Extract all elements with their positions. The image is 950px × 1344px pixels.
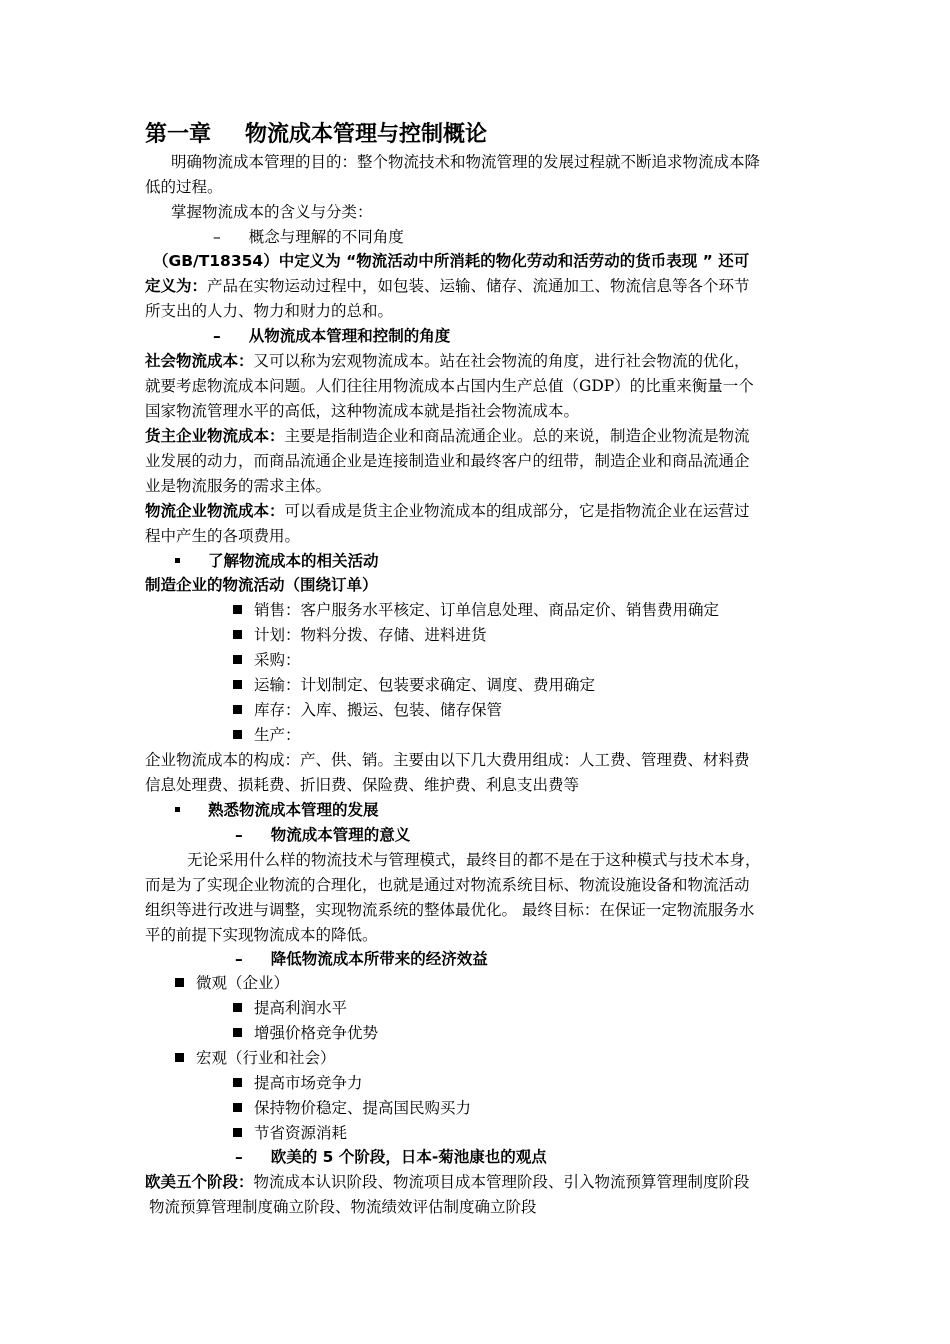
chapter-title (145, 120, 487, 150)
paragraph-line: 就要考虑物流成本问题。人们往往用物流成本占国内生产总值（GDP）的比重来衡量一个 (145, 377, 754, 395)
square-bullet-icon (233, 1128, 242, 1137)
list-item: 采购： (233, 650, 301, 670)
chapter-number: 第一章 (145, 122, 212, 147)
paragraph-line: 信息处理费、损耗费、折旧费、保险费、维护费、利息支出费等 (145, 776, 580, 794)
square-bullet-icon (233, 605, 242, 614)
list-item: 计划：物料分拨、存储、进料进货 (233, 625, 487, 645)
paragraph-line: 物流企业物流成本：可以看成是货主企业物流成本的组成部分，它是指物流企业在运营过 (145, 502, 750, 520)
chapter-name: 物流成本管理与控制概论 (245, 122, 488, 147)
paragraph-line: 平的前提下实现物流成本的降低。 (145, 926, 378, 944)
square-bullet-icon (233, 1103, 242, 1112)
paragraph-line: 业发展的动力，而商品流通企业是连接制造业和最终客户的纽带，制造企业和商品流通企 (145, 452, 750, 470)
section-heading: 了解物流成本的相关活动 (175, 551, 379, 571)
square-bullet-icon (233, 655, 242, 664)
square-bullet-icon (233, 1028, 242, 1037)
list-item: 运输：计划制定、包装要求确定、调度、费用确定 (233, 675, 595, 695)
subheading: – 物流成本管理的意义 (235, 826, 411, 844)
paragraph-line: 而是为了实现企业物流的合理化，也就是通过对物流系统目标、物流设施设备和物流活动 (145, 876, 750, 894)
subheading: – 欧美的 5 个阶段，日本-菊池康也的观点 (235, 1148, 547, 1166)
subheading: 制造企业的物流活动（围绕订单） (145, 576, 378, 594)
paragraph-line: 定义为：产品在实物运动过程中，如包装、运输、储存、流通加工、物流信息等各个环节 (145, 277, 750, 295)
section-heading: 熟悉物流成本管理的发展 (175, 800, 379, 820)
paragraph-line: 明确物流成本管理的目的：整个物流技术和物流管理的发展过程就不断追求物流成本降 (171, 153, 761, 171)
definition-line: （GB/T18354）中定义为 “物流活动中所消耗的物化劳动和活劳动的货币表现 ” 还可 (153, 252, 750, 270)
dash-bullet: – (213, 228, 221, 246)
paragraph-line: 企业物流成本的构成：产、供、销。主要由以下几大费用组成：人工费、管理费、材料费 (145, 751, 750, 769)
paragraph-line: 国家物流管理水平的高低，这种物流成本就是指社会物流成本。 (145, 402, 580, 420)
square-bullet-icon (233, 630, 242, 639)
paragraph-line: 无论采用什么样的物流技术与管理模式，最终目的都不是在于这种模式与技术本身， (187, 851, 761, 869)
paragraph-line: 组织等进行改进与调整，实现物流系统的整体最优化。 最终目标：在保证一定物流服务水 (145, 901, 755, 919)
list-item: 提高利润水平 (233, 998, 347, 1018)
paragraph-line: 社会物流成本：又可以称为宏观物流成本。站在社会物流的角度，进行社会物流的优化， (145, 352, 750, 370)
paragraph-line: 欧美五个阶段：物流成本认识阶段、物流项目成本管理阶段、引入物流预算管理制度阶段 (145, 1173, 750, 1191)
square-bullet-icon (233, 1078, 242, 1087)
paragraph-line: 业是物流服务的需求主体。 (145, 477, 332, 495)
subheading: – 从物流成本管理和控制的角度 (213, 327, 451, 345)
square-bullet-icon (233, 680, 242, 689)
subheading: – 降低物流成本所带来的经济效益 (235, 950, 488, 968)
list-item: 销售：客户服务水平核定、订单信息处理、商品定价、销售费用确定 (233, 600, 719, 620)
list-item: 生产： (233, 725, 301, 745)
square-bullet-icon (233, 730, 242, 739)
list-item: 宏观（行业和社会） (175, 1048, 336, 1068)
list-item: 节省资源消耗 (233, 1123, 347, 1143)
dash-bullet: – (213, 327, 221, 345)
list-item: 增强价格竞争优势 (233, 1023, 378, 1043)
paragraph-line: 物流预算管理制度确立阶段、物流绩效评估制度确立阶段 (149, 1198, 537, 1216)
square-bullet-icon (175, 1053, 184, 1062)
dash-bullet: – (235, 1148, 243, 1166)
paragraph-line: 程中产生的各项费用。 (145, 527, 301, 545)
square-bullet-icon (233, 705, 242, 714)
square-bullet-icon (233, 1003, 242, 1012)
paragraph-line: 掌握物流成本的含义与分类： (171, 203, 373, 221)
square-bullet-icon (175, 807, 180, 812)
square-bullet-icon (175, 558, 180, 563)
list-item: – 概念与理解的不同角度 (213, 228, 404, 246)
list-item: 提高市场竞争力 (233, 1073, 363, 1093)
paragraph-line: 低的过程。 (145, 178, 223, 196)
dash-bullet: – (235, 950, 243, 968)
paragraph-line: 货主企业物流成本：主要是指制造企业和商品流通企业。总的来说，制造企业物流是物流 (145, 427, 750, 445)
list-item: 保持物价稳定、提高国民购买力 (233, 1098, 471, 1118)
list-item: 库存：入库、搬运、包装、储存保管 (233, 700, 502, 720)
list-item: 微观（企业） (175, 973, 289, 993)
square-bullet-icon (175, 978, 184, 987)
dash-bullet: – (235, 826, 243, 844)
paragraph-line: 所支出的人力、物力和财力的总和。 (145, 302, 394, 320)
